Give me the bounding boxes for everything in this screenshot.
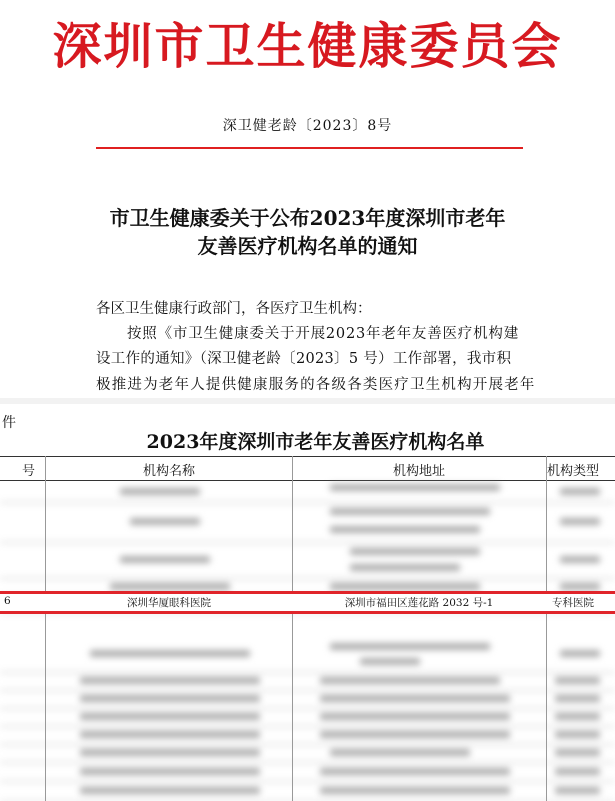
table-row: [0, 708, 615, 727]
table-row: [0, 638, 615, 673]
table-header: [0, 456, 615, 481]
table-row: [0, 672, 615, 691]
institution-table: [0, 456, 615, 801]
table-row: [0, 542, 615, 579]
body-line: 设工作的通知》（深卫健老龄〔2023〕5 号）工作部署，我市积: [96, 351, 512, 367]
table-row: [0, 502, 615, 543]
salutation: 各区卫生健康行政部门，各医疗卫生机构：: [96, 301, 372, 317]
list-title: 2023年度深圳市老年友善医疗机构名单: [146, 431, 485, 453]
highlighted-row: [0, 591, 615, 614]
row-index: 6: [4, 595, 11, 607]
notice-title: [0, 204, 615, 260]
table-row: [0, 480, 615, 503]
body-line: 极推进为老年人提供健康服务的各级各类医疗卫生机构开展老年: [96, 377, 536, 393]
masthead: 深圳市卫生健康委员会: [52, 17, 563, 75]
table-row: [0, 726, 615, 745]
notice-document: [0, 0, 615, 400]
row-institution-name: 深圳华厦眼科医院: [127, 597, 211, 609]
title-line-2: 友善医疗机构名单的通知: [197, 234, 418, 258]
document-number: 深卫健老龄〔2023〕8号: [222, 118, 393, 134]
column-divider: [45, 456, 46, 801]
header-type: 机构类型: [547, 464, 600, 479]
table-row: [0, 762, 615, 782]
red-divider: [96, 147, 523, 149]
header-name: 机构名称: [142, 464, 195, 479]
section-gap: [0, 398, 615, 404]
column-divider: [292, 456, 293, 801]
table-row: [0, 744, 615, 763]
header-address: 机构地址: [392, 464, 445, 479]
body-line: 按照《市卫生健康委关于开展2023年老年友善医疗机构建: [127, 326, 519, 342]
attachment-label: 件: [2, 415, 16, 431]
row-institution-type: 专科医院: [552, 597, 594, 609]
column-divider: [546, 456, 547, 801]
row-institution-address: 深圳市福田区莲花路 2032 号-1: [344, 597, 494, 609]
title-line-1: 市卫生健康委关于公布2023年度深圳市老年: [109, 206, 506, 230]
table-row: [0, 781, 615, 801]
table-row: [0, 690, 615, 709]
blurred-rows: [0, 480, 615, 801]
header-index: 号: [22, 464, 36, 479]
